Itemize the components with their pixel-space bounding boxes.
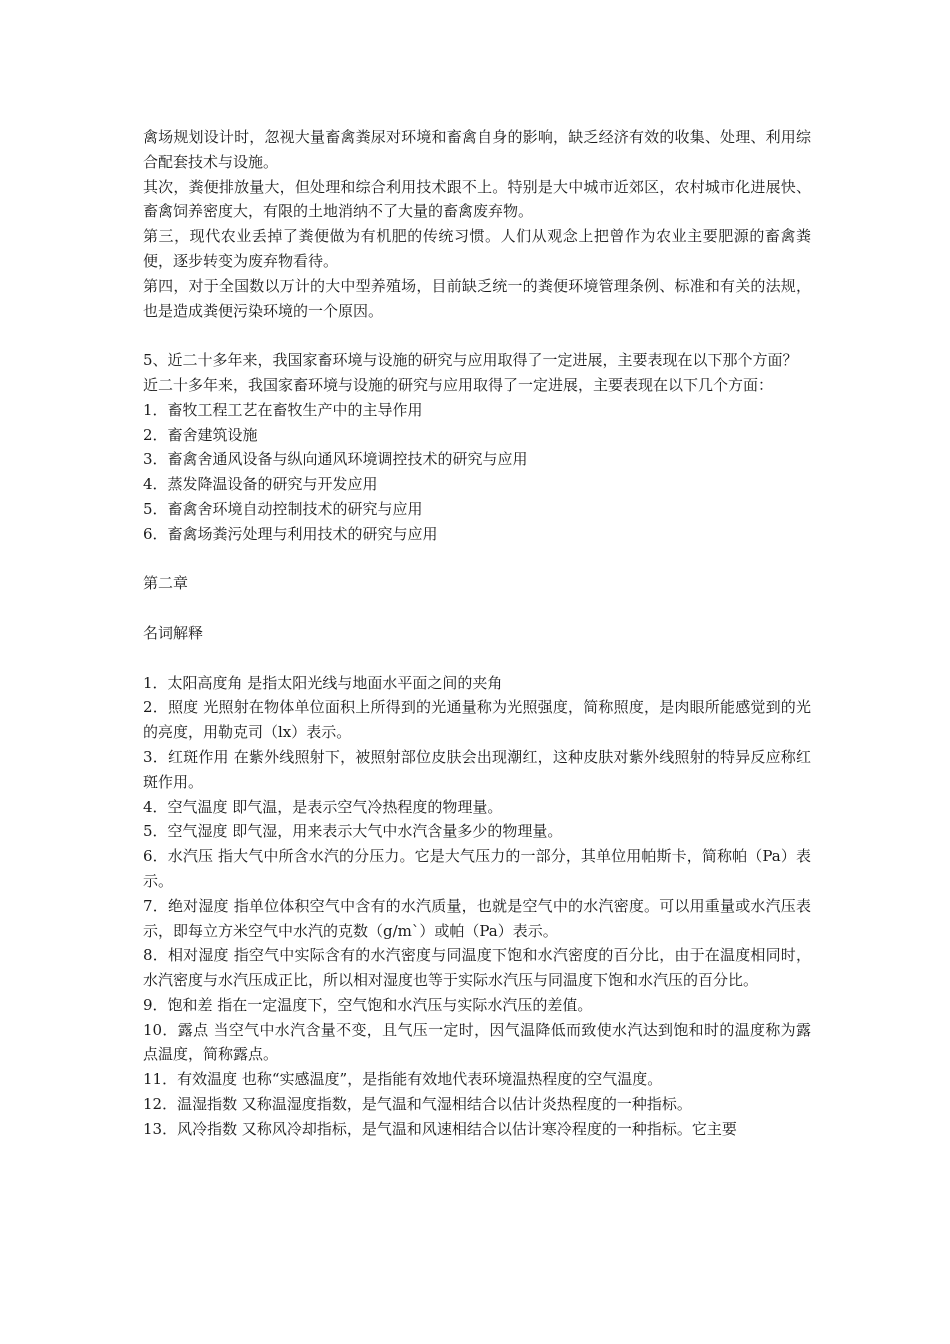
spacer xyxy=(143,323,811,348)
answer-list-item: 1．畜牧工程工艺在畜牧生产中的主导作用 xyxy=(143,400,423,419)
intro-paragraph: 禽场规划设计时，忽视大量畜禽粪尿对环境和畜禽自身的影响，缺乏经济有效的收集、处理、利用综合配套技术与设施。 xyxy=(143,128,811,171)
intro-paragraph: 第四，对于全国数以万计的大中型养殖场，目前缺乏统一的粪便环境管理条例、标准和有关的法规，也是造成粪便污染环境的一个原因。 xyxy=(143,276,811,320)
question-text: 5、近二十多年来，我国家畜环境与设施的研究与应用取得了一定进展，主要表现在以下那个方面？ xyxy=(143,351,798,370)
term-definition: 1．太阳高度角 是指太阳光线与地面水平面之间的夹角 xyxy=(143,673,503,692)
document-page xyxy=(143,125,811,1142)
answer-list-item: 6．畜禽场粪污处理与利用技术的研究与应用 xyxy=(143,524,438,543)
term-definition: 9．饱和差 指在一定温度下，空气饱和水汽压与实际水汽压的差值。 xyxy=(143,995,593,1014)
section-title: 名词解释 xyxy=(143,623,204,642)
chapter-title: 第二章 xyxy=(143,574,189,593)
term-definition: 3．红斑作用 在紫外线照射下，被照射部位皮肤会出现潮红，这种皮肤对紫外线照射的特异反应称红斑作用。 xyxy=(143,747,811,791)
term-definition: 2．照度 光照射在物体单位面积上所得到的光通量称为光照强度，简称照度，是肉眼所能感觉到的光的亮度，用勒克司（lx）表示。 xyxy=(143,698,811,742)
term-definition: 4．空气温度 即气温，是表示空气冷热程度的物理量。 xyxy=(143,797,503,816)
answer-intro: 近二十多年来，我国家畜环境与设施的研究与应用取得了一定进展，主要表现在以下几个方面： xyxy=(143,375,774,394)
intro-paragraph: 其次，粪便排放量大，但处理和综合利用技术跟不上。特别是大中城市近郊区，农村城市化进展快、畜禽饲养密度大，有限的土地消纳不了大量的畜禽废弃物。 xyxy=(143,177,811,221)
term-definition: 11．有效温度 也称“实感温度”，是指能有效地代表环境温热程度的空气温度。 xyxy=(143,1070,663,1089)
term-definition: 6．水汽压 指大气中所含水汽的分压力。它是大气压力的一部分，其单位用帕斯卡，简称帕（Pa）表示。 xyxy=(143,847,811,890)
term-definition: 13．风冷指数 又称风冷却指标，是气温和风速相结合以估计寒冷程度的一种指标。它主要 xyxy=(143,1119,737,1138)
answer-list-item: 2．畜舍建筑设施 xyxy=(143,425,258,444)
term-definition: 5．空气湿度 即气湿，用来表示大气中水汽含量多少的物理量。 xyxy=(143,822,563,841)
term-definition: 8．相对湿度 指空气中实际含有的水汽密度与同温度下饱和水汽密度的百分比，由于在温度相同时，水汽密度与水汽压成正比，所以相对湿度也等于实际水汽压与同温度下饱和水汽压的百分比。 xyxy=(143,946,811,990)
term-definition: 7．绝对湿度 指单位体积空气中含有的水汽质量，也就是空气中的水汽密度。可以用重量或水汽压表示，即每立方米空气中水汽的克数（g/m`）或帕（Pa）表示。 xyxy=(143,896,811,940)
term-definition: 12．温湿指数 又称温湿度指数，是气温和气湿相结合以估计炎热程度的一种指标。 xyxy=(143,1095,692,1114)
term-definition: 10．露点 当空气中水汽含量不变，且气压一定时，因气温降低而致使水汽达到饱和时的温度称为露点温度，简称露点。 xyxy=(143,1020,811,1064)
answer-list-item: 3．畜禽舍通风设备与纵向通风环境调控技术的研究与应用 xyxy=(143,450,528,469)
spacer xyxy=(143,547,811,572)
intro-paragraph: 第三，现代农业丢掉了粪便做为有机肥的传统习惯。人们从观念上把曾作为农业主要肥源的畜禽粪便，逐步转变为废弃物看待。 xyxy=(143,227,811,270)
spacer xyxy=(143,596,811,621)
answer-list-item: 5．畜禽舍环境自动控制技术的研究与应用 xyxy=(143,499,423,518)
spacer xyxy=(143,646,811,671)
answer-list-item: 4．蒸发降温设备的研究与开发应用 xyxy=(143,475,378,494)
